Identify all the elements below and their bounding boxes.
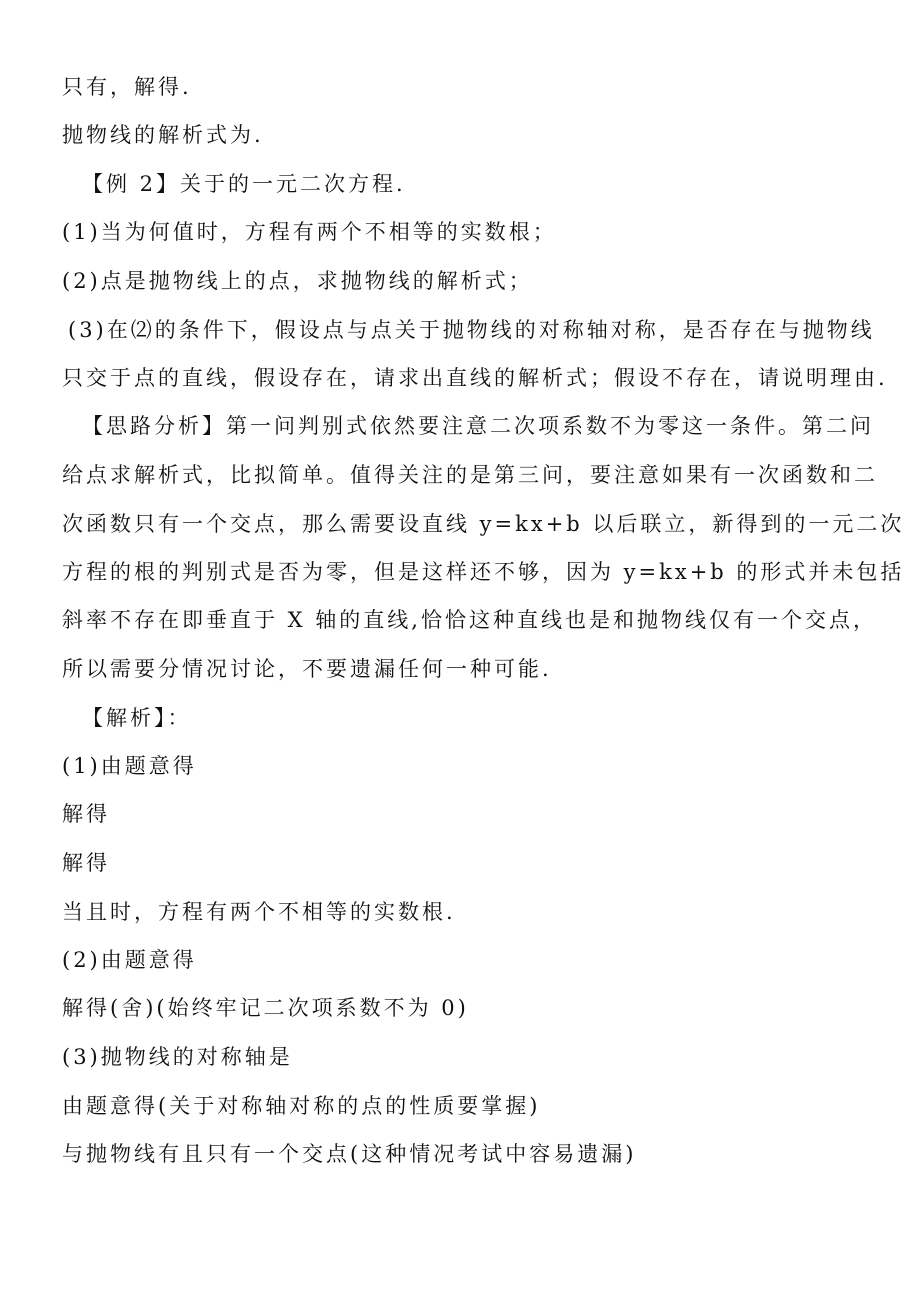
example-heading: 【例 2】关于的一元二次方程. (82, 172, 406, 196)
analysis-line-6: 所以需要分情况讨论，不要遗漏任何一种可能. (62, 657, 552, 681)
solution-3-line-2: 由题意得(关于对称轴对称的点的性质要掌握) (62, 1094, 541, 1118)
solution-1-line-2: 解得 (62, 802, 110, 826)
analysis-line-5: 斜率不存在即垂直于 X 轴的直线,恰恰这种直线也是和抛物线仅有一个交点， (62, 608, 877, 632)
text-line-2: 抛物线的解析式为. (62, 123, 264, 147)
solution-heading: 【解析】： (82, 706, 192, 730)
solution-1-line-3: 解得 (62, 851, 110, 875)
analysis-line-4: 方程的根的判别式是否为零，但是这样还不够，因为 y=kx+b 的形式并未包括 (62, 560, 905, 584)
solution-3-line-1: (3)抛物线的对称轴是 (62, 1045, 293, 1069)
analysis-line-2: 给点求解析式，比拟简单。值得关注的是第三问，要注意如果有一次函数和二 (62, 463, 878, 487)
analysis-line-3: 次函数只有一个交点，那么需要设直线 y=kx+b 以后联立，新得到的一元二次 (62, 512, 905, 536)
solution-1-line-1: (1)由题意得 (62, 754, 197, 778)
question-3-line-2: 只交于点的直线，假设存在，请求出直线的解析式；假设不存在，请说明理由. (62, 366, 888, 390)
solution-2-line-1: (2)由题意得 (62, 948, 197, 972)
analysis-line-1: 【思路分析】第一问判别式依然要注意二次项系数不为零这一条件。第二问 (82, 414, 874, 438)
solution-3-line-3: 与抛物线有且只有一个交点(这种情况考试中容易遗漏) (62, 1142, 637, 1166)
text-line-1: 只有，解得. (62, 75, 192, 99)
solution-1-conclusion: 当且时，方程有两个不相等的实数根. (62, 900, 456, 924)
question-1: (1)当为何值时，方程有两个不相等的实数根； (62, 220, 557, 244)
question-2: (2)点是抛物线上的点，求抛物线的解析式； (62, 269, 533, 293)
question-3-line-1: (3)在⑵的条件下，假设点与点关于抛物线的对称轴对称，是否存在与抛物线 (68, 318, 875, 342)
solution-2-line-2: 解得(舍)(始终牢记二次项系数不为 0) (62, 996, 469, 1020)
